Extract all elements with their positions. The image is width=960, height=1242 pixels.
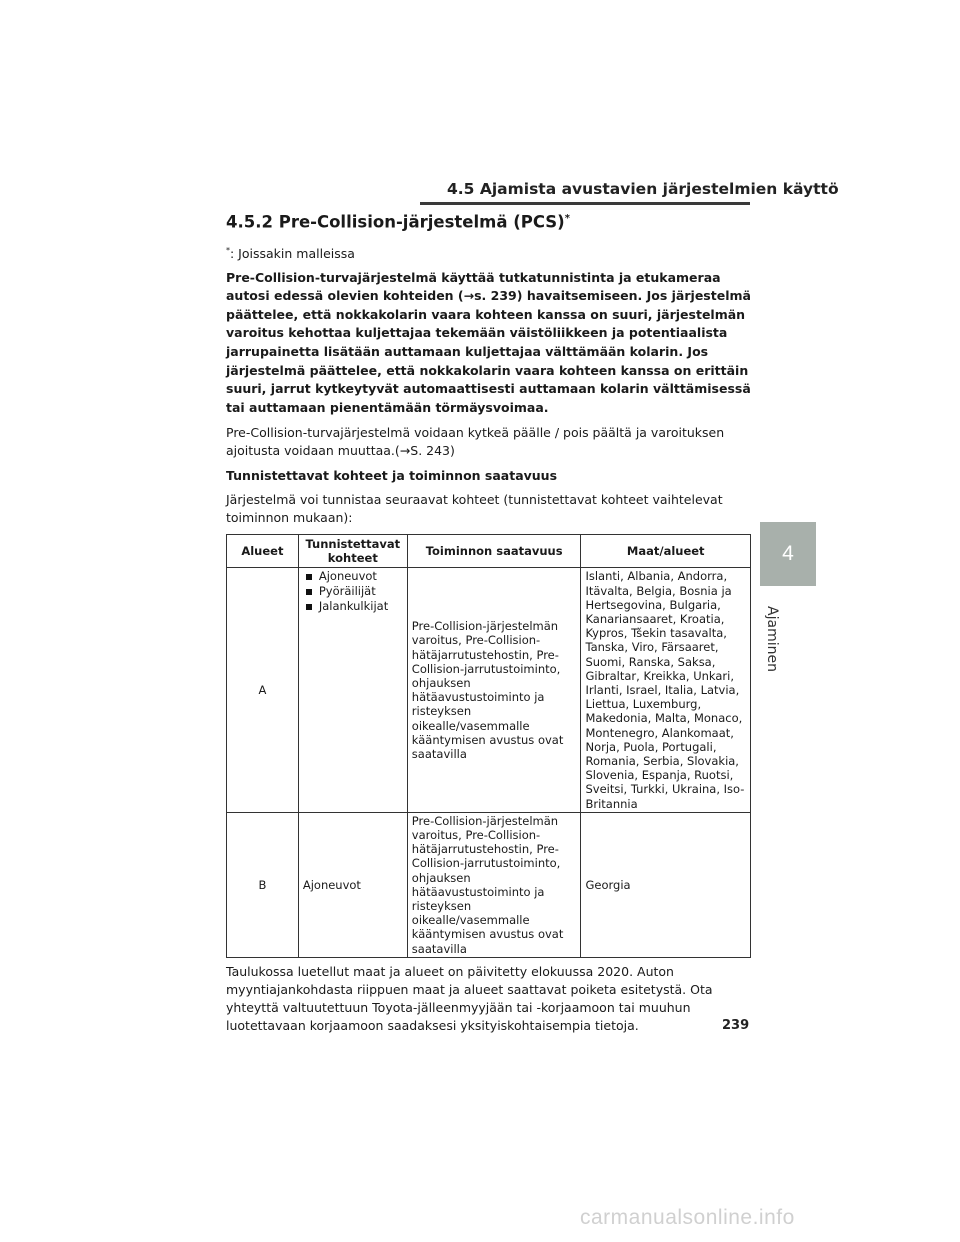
closing-paragraph: Taulukossa luetellut maat ja alueet on päivitetty elokuussa 2020. Auton myyntiajankohdasta riippuen maat ja alueet saattavat poiketa esitetystä. Ota yhteyttä valtuutettuun Toyota-jälleenmyyjään tai -korjaamoon tai muuhun luotettavaan korjaamoon saadaksesi yksityiskohtaisempia tietoja. [226,963,713,1033]
header-availability: Toiminnon saatavuus [407,535,581,568]
footnote-text: : Joissakin malleissa [230,245,355,261]
header-rule [420,202,750,205]
page-number: 239 [722,1018,750,1033]
toggle-paragraph: Pre-Collision-turvajärjestelmä voidaan kytkeä päälle / pois päältä ja varoituksen ajoitusta voidaan muuttaa.(→S. 243) [226,425,725,459]
table-intro: Järjestelmä voi tunnistaa seuraavat kohteet (tunnistettavat kohteet vaihtelevat toiminnon mukaan): [226,492,723,526]
table-row [227,568,751,812]
watermark: carmanualsonline.info [580,1206,795,1229]
running-header: 4.5 Ajamista avustavien järjestelmien käyttö [447,180,839,198]
chapter-label [752,604,792,674]
availability-cell: Pre-Collision-järjestelmän varoitus, Pre-Collision-hätäjarrutustehostin, Pre-Collision-jarrutustoiminto, ohjauksen hätäavustustoiminto ja risteyksen oikealle/vasemmalle kääntymisen avustus ovat saatavilla [407,568,581,812]
list-item: Jalankulkijat [303,599,403,614]
header-area: Alueet [227,535,299,568]
table-row [227,812,751,957]
chapter-tab[interactable] [760,522,816,586]
chapter-number: 4 [782,542,794,565]
table-header-row [227,535,751,568]
targets-cell: Ajoneuvot [298,812,407,957]
list-item: Ajoneuvot [303,569,403,584]
area-cell: A [227,568,299,812]
footnote-mark: * [226,245,230,255]
availability-table [226,534,751,957]
availability-cell: Pre-Collision-järjestelmän varoitus, Pre-Collision-hätäjarrutustehostin, Pre-Collision-jarrutustoiminto, ohjauksen hätäavustustoiminto ja risteyksen oikealle/vasemmalle kääntymisen avustus ovat saatavilla [407,812,581,957]
header-targets: Tunnistettavat kohteet [298,535,407,568]
header-countries: Maat/alueet [581,535,751,568]
title-footnote-mark: * [564,213,570,224]
intro-paragraph: Pre-Collision-turvajärjestelmä käyttää tutkatunnistinta ja etukameraa autosi edessä olevien kohteiden (→s. 239) havaitsemiseen. Jos järjestelmä päättelee, että nokkakolarin vaara kohteen kanssa on suuri, järjestelmän varoitus kehottaa kuljettajaa tekemään väistöliikkeen ja potentiaalista jarrupainetta lisätään auttamaan kuljettajaa välttämään kolarin. Jos järjestelmä päättelee, että nokkakolarin vaara kohteen kanssa on erittäin suuri, jarrut kytkeytyvät automaattisesti auttamaan kolarin välttämisessä tai auttamaan pienentämään törmäysvoimaa. [226,269,751,415]
targets-cell [298,568,407,812]
page-content [226,208,751,1042]
section-title-text: 4.5.2 Pre-Collision-järjestelmä (PCS) [226,212,565,232]
subheading: Tunnistettavat kohteet ja toiminnon saatavuus [226,468,558,484]
list-item: Pyöräilijät [303,584,403,599]
section-title [226,208,751,234]
footnote [226,242,751,262]
countries-cell: Islanti, Albania, Andorra, Itävalta, Belgia, Bosnia ja Hertsegovina, Bulgaria, Kanariansaaret, Kroatia, Kypros, Tšekin tasavalta, Tanska, Viro, Färsaaret, Suomi, Ranska, Saksa, Gibraltar, Kreikka, Unkari, Irlanti, Israel, Italia, Latvia, Liettua, Luxemburg, Makedonia, Malta, Monaco, Montenegro, Alankomaat, Norja, Puola, Portugali, Romania, Serbia, Slovakia, Slovenia, Espanja, Ruotsi, Sveitsi, Turkki, Ukraina, Iso-Britannia [581,568,751,812]
targets-list [303,569,403,614]
chapter-label-text: Ajaminen [764,606,780,672]
area-cell: B [227,812,299,957]
countries-cell: Georgia [581,812,751,957]
